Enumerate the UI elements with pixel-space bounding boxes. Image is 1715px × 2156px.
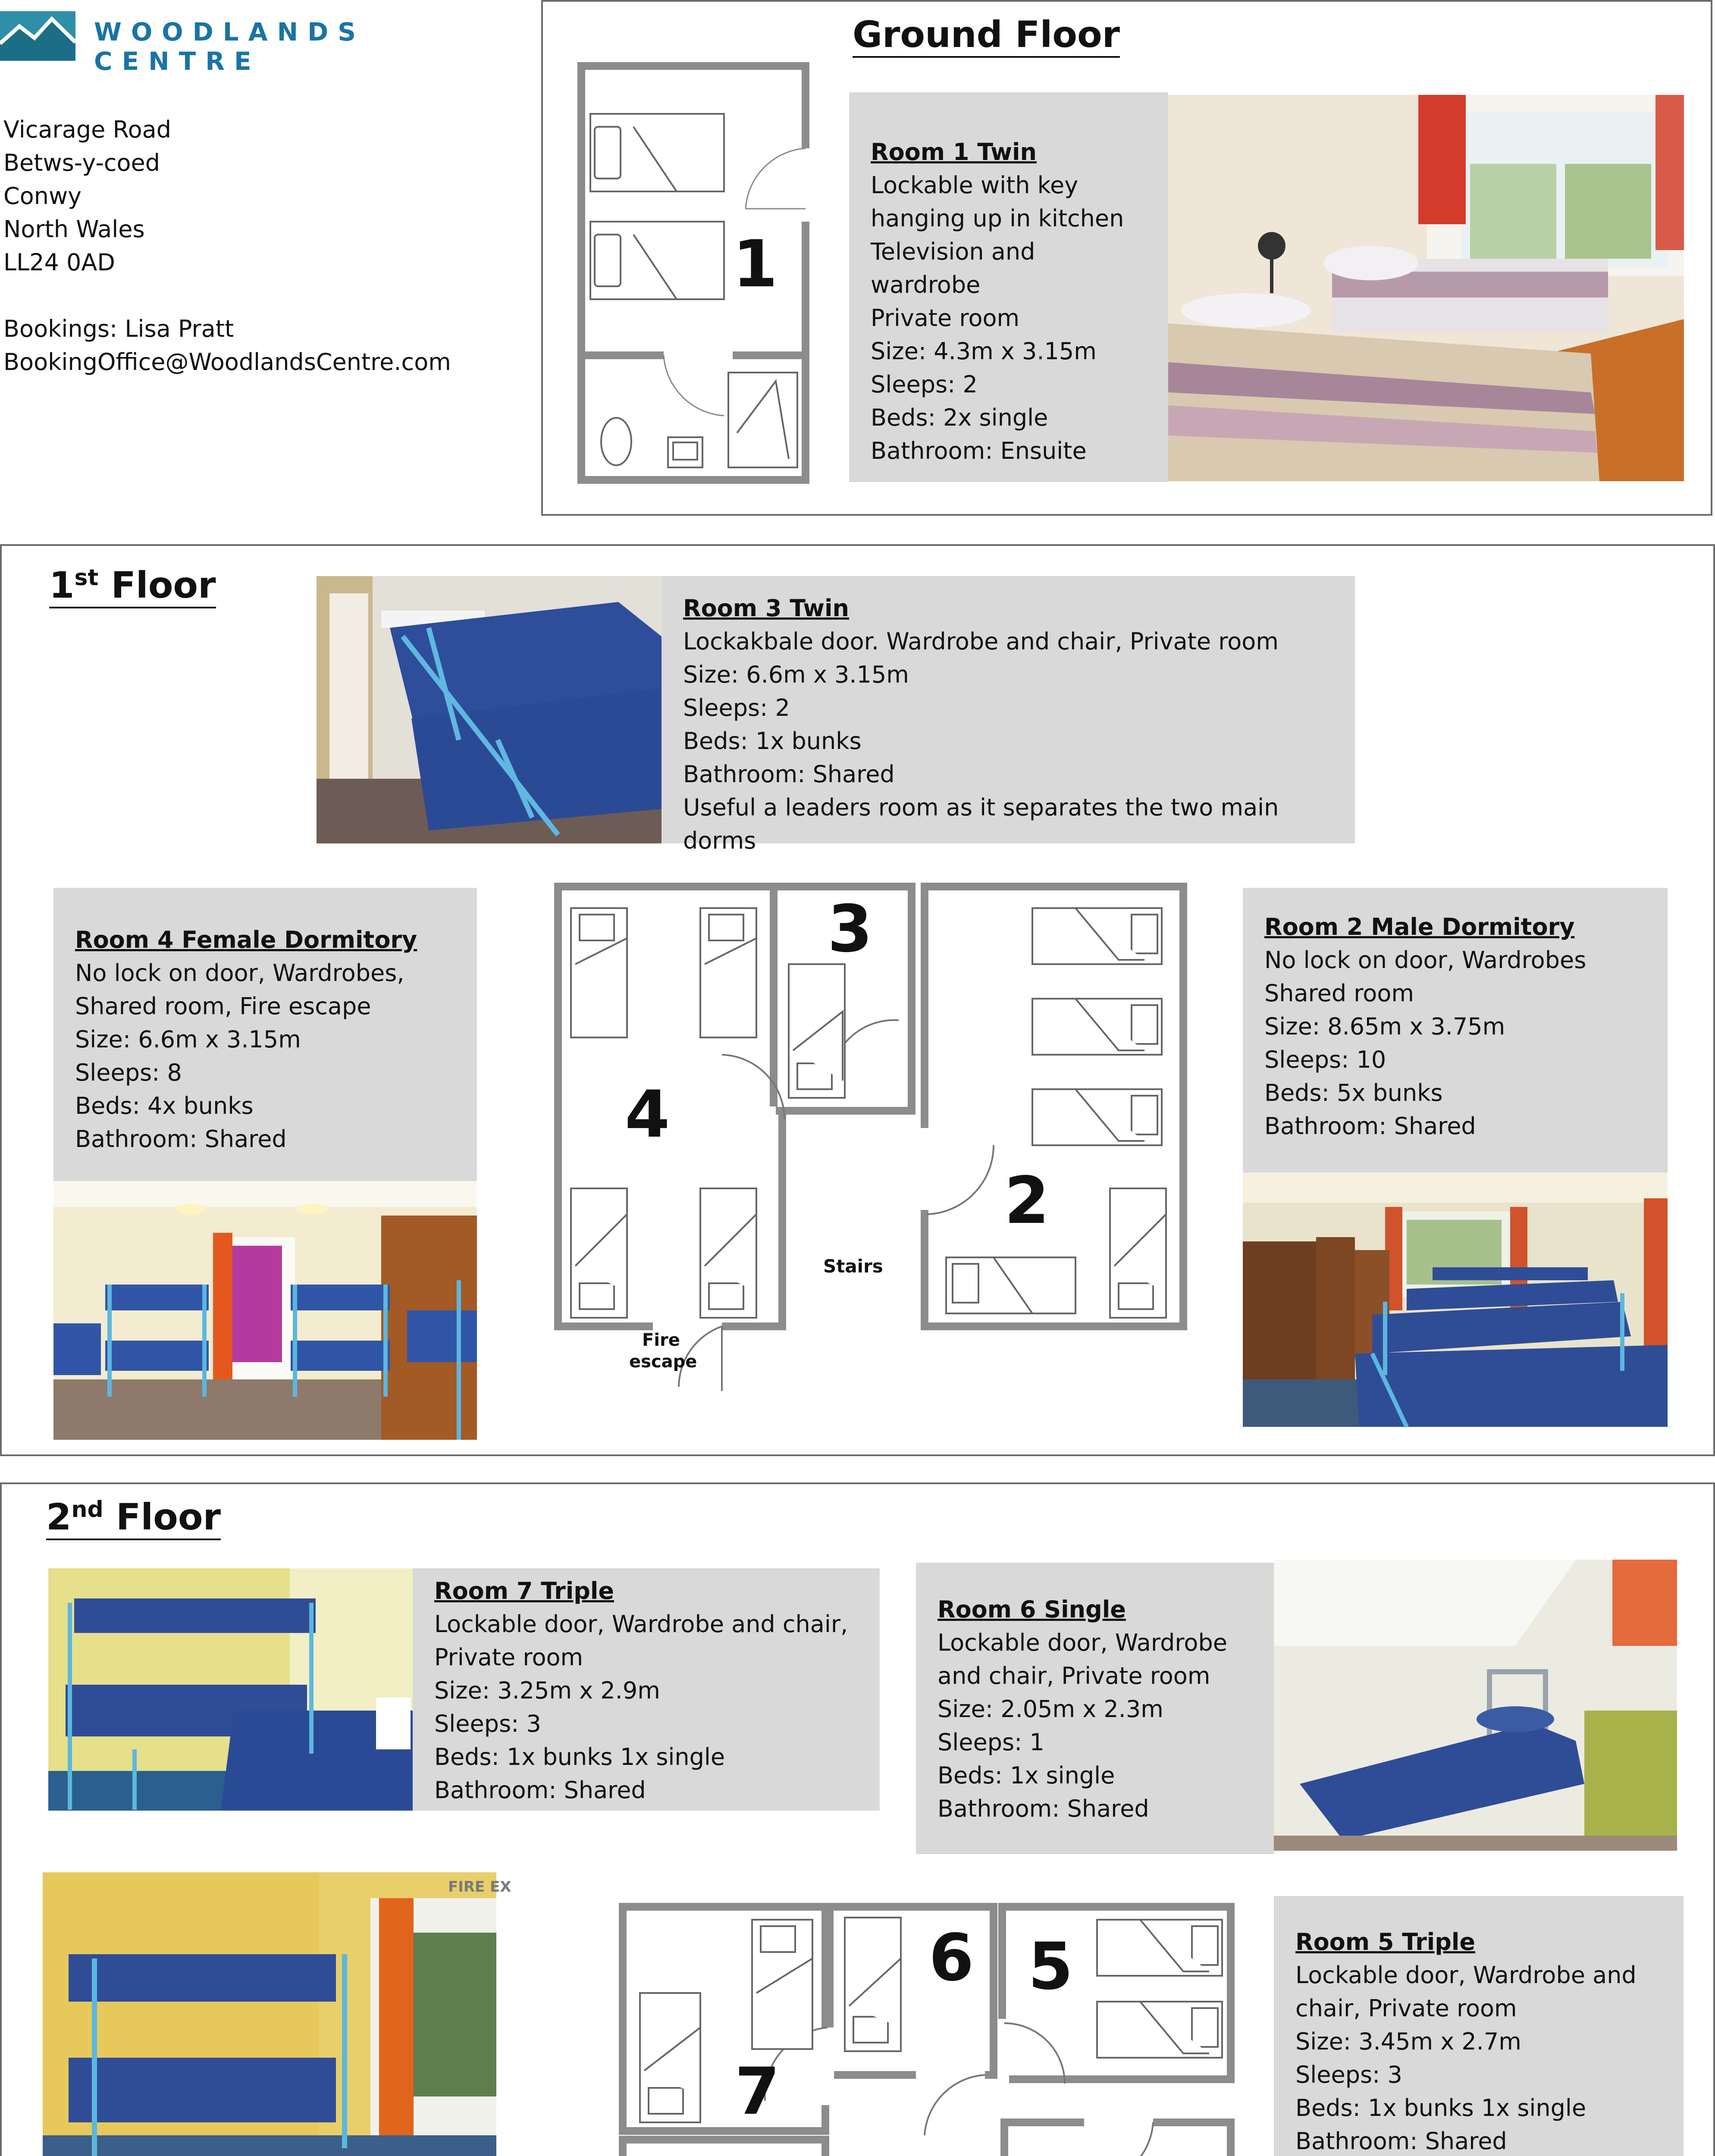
room1-detail: Beds: 2x single xyxy=(871,404,1048,431)
ground-floor-panel xyxy=(541,0,1712,516)
room6-detail: Bathroom: Shared xyxy=(937,1795,1149,1822)
mountain-logo-icon xyxy=(0,11,75,61)
room3-detail: Useful a leaders room as it separates the two main dorms xyxy=(683,794,1279,854)
room8-photo xyxy=(43,1872,511,2156)
bookings-email[interactable]: BookingOffice@WoodlandsCentre.com xyxy=(3,348,451,376)
room2-title: Room 2 Male Dormitory xyxy=(1264,913,1575,940)
room6-detail: Lockable door, Wardrobe xyxy=(937,1629,1227,1656)
room1-title: Room 1 Twin xyxy=(871,138,1037,166)
address-line: Betws-y-coed xyxy=(3,149,160,176)
first-floor-title: 1st Floor xyxy=(49,565,216,608)
room7-detail: Private room xyxy=(434,1644,583,1671)
plan-label-room7: 7 xyxy=(735,2054,780,2129)
room1-photo xyxy=(1168,95,1684,481)
room4-detail: Sleeps: 8 xyxy=(75,1059,182,1086)
room5-detail: Bathroom: Shared xyxy=(1295,2128,1507,2155)
room5-info xyxy=(1274,1896,1684,2156)
ground-floor-title: Ground Floor xyxy=(853,15,1120,58)
room7-detail: Lockable door, Wardrobe and chair, xyxy=(434,1611,848,1638)
room6-detail: Sleeps: 1 xyxy=(937,1729,1044,1756)
bookings-contact: Bookings: Lisa Pratt xyxy=(3,315,234,342)
first-floor-plan xyxy=(545,878,1201,1395)
room4-detail: Beds: 4x bunks xyxy=(75,1092,254,1119)
room7-title: Room 7 Triple xyxy=(434,1577,615,1604)
logo-text: WOODLANDS CENTRE xyxy=(94,17,366,76)
room6-detail: Size: 2.05m x 2.3m xyxy=(937,1695,1163,1723)
room3-detail: Size: 6.6m x 3.15m xyxy=(683,661,909,688)
room7-detail: Beds: 1x bunks 1x single xyxy=(434,1743,725,1771)
room3-info xyxy=(662,576,1355,854)
room6-detail: Beds: 1x single xyxy=(937,1762,1115,1789)
address-line: North Wales xyxy=(3,216,145,243)
room4-detail: No lock on door, Wardrobes, xyxy=(75,959,404,987)
room7-detail: Bathroom: Shared xyxy=(434,1777,646,1804)
room6-photo xyxy=(1274,1560,1677,1851)
plan-label-escape: escape xyxy=(629,1352,697,1372)
room3-detail: Lockakbale door. Wardrobe and chair, Private room xyxy=(683,628,1279,655)
plan-label-room6: 6 xyxy=(929,1921,974,1996)
room5-title: Room 5 Triple xyxy=(1295,1928,1476,1955)
room5-detail: Size: 3.45m x 2.7m xyxy=(1295,2028,1521,2055)
plan-label-room2: 2 xyxy=(1004,1163,1050,1238)
address-block xyxy=(3,113,451,379)
room2-info xyxy=(1243,888,1668,1172)
room3-detail: Sleeps: 2 xyxy=(683,694,790,721)
room2-detail: Sleeps: 10 xyxy=(1264,1046,1386,1073)
room3-detail: Bathroom: Shared xyxy=(683,761,895,788)
room1-detail: Private room xyxy=(871,304,1020,332)
room4-title: Room 4 Female Dormitory xyxy=(75,926,417,953)
address-line: Vicarage Road xyxy=(3,116,171,143)
room4-detail: Size: 6.6m x 3.15m xyxy=(75,1026,301,1053)
room6-info xyxy=(916,1563,1274,1854)
logo xyxy=(0,9,517,76)
room6-title: Room 6 Single xyxy=(937,1596,1126,1623)
room2-photo xyxy=(1243,1172,1668,1427)
room3-detail: Beds: 1x bunks xyxy=(683,727,862,755)
room3-title: Room 3 Twin xyxy=(683,595,849,622)
room1-detail: Television and wardrobe xyxy=(871,238,1035,298)
room1-detail: hanging up in kitchen xyxy=(871,205,1124,232)
room5-detail: Sleeps: 3 xyxy=(1295,2061,1402,2088)
room1-info xyxy=(849,92,1168,482)
room4-info xyxy=(53,888,477,1181)
room2-detail: Beds: 5x bunks xyxy=(1264,1079,1443,1106)
room1-detail: Size: 4.3m x 3.15m xyxy=(871,338,1097,365)
plan-label-room5: 5 xyxy=(1028,1929,1073,2004)
room4-photo xyxy=(53,1181,477,1440)
room5-detail: Beds: 1x bunks 1x single xyxy=(1295,2094,1586,2122)
room6-detail: and chair, Private room xyxy=(937,1662,1210,1689)
room2-detail: No lock on door, Wardrobes xyxy=(1264,946,1586,974)
plan-label-room3: 3 xyxy=(828,892,873,967)
room2-detail: Size: 8.65m x 3.75m xyxy=(1264,1013,1505,1040)
room2-detail: Bathroom: Shared xyxy=(1264,1112,1476,1140)
address-line: LL24 0AD xyxy=(3,249,115,276)
room7-detail: Size: 3.25m x 2.9m xyxy=(434,1677,660,1704)
room7-info xyxy=(413,1568,880,1811)
room5-detail: chair, Private room xyxy=(1295,1995,1517,2022)
room7-detail: Sleeps: 3 xyxy=(434,1710,541,1737)
fire-exit-sign: FIRE EX xyxy=(448,1878,511,1896)
ground-floor-plan xyxy=(577,62,810,485)
plan-label-room1: 1 xyxy=(733,227,778,302)
second-floor-panel xyxy=(0,1482,1715,2156)
plan-label-stairs: Stairs xyxy=(823,1256,883,1277)
address-line: Conwy xyxy=(3,182,82,210)
plan-label-fire: Fire xyxy=(642,1330,680,1350)
plan-label-room4: 4 xyxy=(625,1077,670,1152)
second-floor-title: 2nd Floor xyxy=(46,1497,221,1540)
room1-detail: Sleeps: 2 xyxy=(871,371,978,398)
room3-photo xyxy=(317,576,662,843)
room5-detail: Lockable door, Wardrobe and xyxy=(1295,1962,1637,1989)
room1-detail: Bathroom: Ensuite xyxy=(871,437,1087,464)
second-floor-plan xyxy=(614,1898,1239,2156)
room4-detail: Bathroom: Shared xyxy=(75,1125,287,1153)
first-floor-panel xyxy=(0,544,1715,1456)
room2-detail: Shared room xyxy=(1264,980,1414,1007)
room1-detail: Lockable with key xyxy=(871,172,1079,199)
room7-photo xyxy=(48,1568,413,1811)
room4-detail: Shared room, Fire escape xyxy=(75,993,371,1020)
